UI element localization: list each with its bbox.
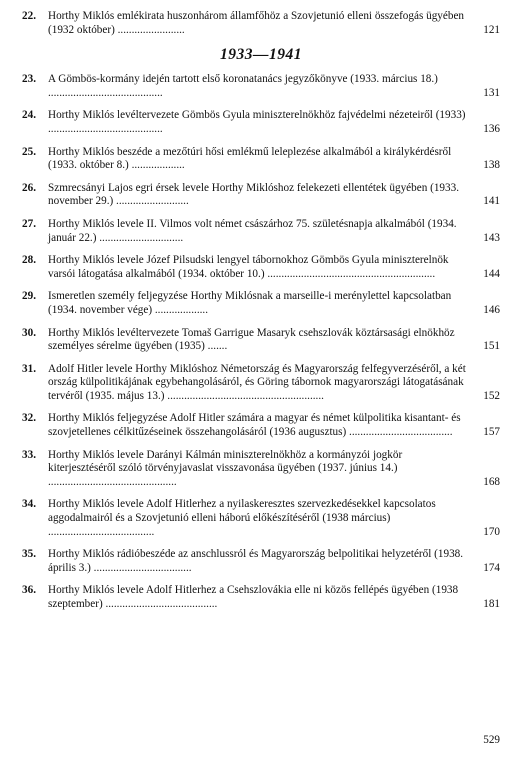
toc-entry-36 bbox=[22, 584, 500, 611]
entry-title: Horthy Miklós feljegyzése Adolf Hitler számára a magyar és német külpolitika kisantant- és szovjetellenes célkitűzéseinek összehangolásáról (1936 augusztus) ..................................... bbox=[48, 412, 461, 439]
toc-entry-31 bbox=[22, 363, 500, 404]
entry-number: 27. bbox=[22, 217, 36, 230]
entry-number: 22. bbox=[22, 10, 36, 22]
entry-number: 29. bbox=[22, 290, 36, 303]
entry-page: 168 bbox=[483, 475, 500, 488]
entry-page: 136 bbox=[483, 122, 500, 135]
toc-entry-32 bbox=[22, 412, 500, 439]
entry-page: 143 bbox=[483, 231, 500, 244]
entry-number: 30. bbox=[22, 326, 36, 339]
entry-number: 36. bbox=[22, 584, 36, 597]
entry-page: 131 bbox=[483, 86, 500, 99]
toc-entry-35 bbox=[22, 548, 500, 575]
entry-number: 33. bbox=[22, 448, 36, 461]
entry-number: 34. bbox=[22, 498, 36, 511]
entry-number: 35. bbox=[22, 548, 36, 561]
entry-page: 152 bbox=[483, 389, 500, 402]
entry-page: 157 bbox=[483, 426, 500, 439]
toc-entry-25 bbox=[22, 146, 500, 173]
entry-title: Horthy Miklós levele Darányi Kálmán miniszterelnökhöz a kormányzói jogkör kiterjesztéséről szóló törvényjavaslat visszavonása ügyében (1937. június 14.) .............................................. bbox=[48, 448, 403, 488]
entry-title: Szmrecsányi Lajos egri érsek levele Horthy Miklóshoz felekezeti ellentétek ügyében (1933. november 29.) .......................... bbox=[48, 181, 459, 208]
entry-page: 121 bbox=[483, 23, 500, 36]
entry-title: Adolf Hitler levele Horthy Miklóshoz Németország és Magyarország felfegyverzéséről, a két ország külpolitikájának egybehangolásáról, és Göring tábornok magyarországi látogatásának tervéről (1935. május 13.) ........................................................ bbox=[48, 362, 466, 402]
toc-entry-24 bbox=[22, 109, 500, 136]
toc-entry-23 bbox=[22, 73, 500, 100]
entry-title: Horthy Miklós levele II. Vilmos volt német császárhoz 75. születésnapja alkalmából (1934. január 22.) .............................. bbox=[48, 217, 457, 244]
toc-entry-27 bbox=[22, 218, 500, 245]
entry-title: Horthy Miklós beszéde a mezőtúri hősi emlékmű leleplezése alkalmából a királykérdésről (1933. október 8.) ................... bbox=[48, 145, 452, 172]
entry-title: A Gömbös-kormány idején tartott első koronatanács jegyzőkönyve (1933. március 18.) ......................................... bbox=[48, 73, 438, 99]
toc-entry-29 bbox=[22, 290, 500, 317]
entry-number: 32. bbox=[22, 412, 36, 425]
entry-page: 174 bbox=[483, 561, 500, 574]
toc-entry-28 bbox=[22, 254, 500, 281]
entry-page: 181 bbox=[483, 598, 500, 610]
entry-number: 26. bbox=[22, 181, 36, 194]
entry-title: Horthy Miklós levele Adolf Hitlerhez a nyilaskeresztes szervezkedésekkel kapcsolatos aggodalmairól és a Szovjetunió elleni háború előkészítéséről (1938 március) ...................................... bbox=[48, 498, 436, 538]
entry-number: 25. bbox=[22, 145, 36, 158]
entry-number: 24. bbox=[22, 109, 36, 122]
entry-page: 144 bbox=[483, 267, 500, 280]
toc-entry-30 bbox=[22, 327, 500, 354]
entry-page: 146 bbox=[483, 303, 500, 316]
page-number: 529 bbox=[483, 734, 500, 746]
entry-title: Horthy Miklós levéltervezete Tomaš Garrigue Masaryk csehszlovák köztársasági elnökhöz személyes sérelme ügyében (1935) ....... bbox=[48, 326, 455, 353]
entry-page: 138 bbox=[483, 159, 500, 172]
entry-number: 28. bbox=[22, 254, 36, 267]
toc-entry-33 bbox=[22, 449, 500, 490]
toc-entry-34 bbox=[22, 498, 500, 539]
entry-title: Horthy Miklós levéltervezete Gömbös Gyula miniszterelnökhöz fajvédelmi nézeteiről (1933) ......................................... bbox=[48, 109, 466, 135]
entry-page: 151 bbox=[483, 340, 500, 353]
section-heading: 1933—1941 bbox=[220, 46, 302, 64]
entry-number: 23. bbox=[22, 73, 36, 86]
table-of-contents bbox=[22, 10, 500, 621]
entry-page: 170 bbox=[483, 525, 500, 538]
entry-page: 141 bbox=[483, 195, 500, 208]
entry-title: Ismeretlen személy feljegyzése Horthy Miklósnak a marseille-i merénylettel kapcsolatban (1934. november vége) ................... bbox=[48, 290, 452, 316]
toc-entry-22 bbox=[22, 10, 500, 37]
entry-number: 31. bbox=[22, 362, 36, 375]
entry-title: Horthy Miklós levele Józef Pilsudski lengyel tábornokhoz Gömbös Gyula miniszterelnök varsói látogatása alkalmából (1934. október 10.) ............................................................ bbox=[48, 254, 449, 280]
entry-title: Horthy Miklós levele Adolf Hitlerhez a Csehszlovákia elle ni közös fellépés ügyében (1938 szeptember) ........................................ bbox=[48, 584, 459, 610]
entry-title: Horthy Miklós emlékirata huszonhárom államfőhöz a Szovjetunió elleni összefogás ügyében (1932 október) ........................ bbox=[48, 10, 465, 36]
toc-entry-26 bbox=[22, 182, 500, 209]
entry-title: Horthy Miklós rádióbeszéde az anschlussról és Magyarország belpolitikai helyzetéről (1938. április 3.) ................................... bbox=[48, 548, 464, 574]
